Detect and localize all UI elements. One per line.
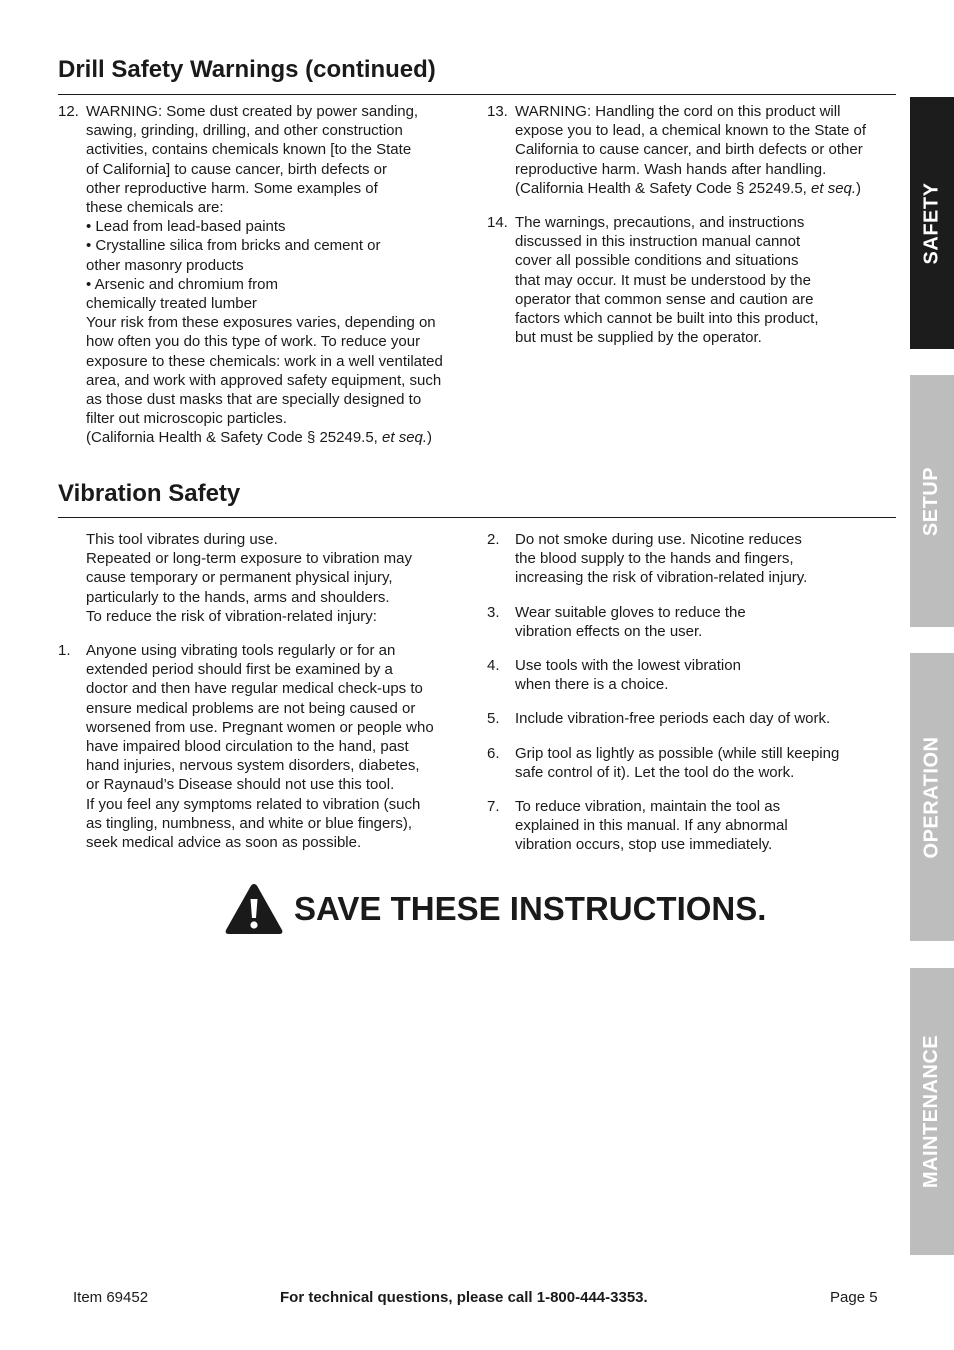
item-line: worsened from use. Pregnant women or people who [86, 718, 434, 736]
item-line: the blood supply to the hands and fingers, [515, 550, 794, 568]
tab-label: MAINTENANCE [920, 1034, 943, 1189]
item-line: California to cause cancer, and birth defects or other [515, 141, 863, 159]
item-line: how often you do this type of work. To reduce your [86, 333, 421, 351]
item-spacer [487, 641, 897, 656]
item-line: Do not smoke during use. Nicotine reduces [515, 531, 802, 548]
citation-emphasis: et seq. [382, 429, 428, 447]
item-line: other reproductive harm. Some examples of [86, 179, 378, 197]
drill-safety-left-column [58, 102, 474, 448]
item-line: Wear suitable gloves to reduce the [515, 603, 746, 621]
item-line: • Crystalline silica from bricks and cement or [86, 237, 381, 255]
intro-line: particularly to the hands, arms and shoulders. [86, 588, 390, 606]
item-line: Your risk from these exposures varies, depending on [86, 314, 436, 332]
footer-support-line: For technical questions, please call 1-800-444-3353. [280, 1289, 648, 1306]
item-number: 4. [487, 657, 500, 675]
item-line: safe control of it). Let the tool do the work. [515, 763, 795, 781]
citation-text: (California Health & Safety Code § 25249.5, [515, 179, 812, 197]
citation-text: (California Health & Safety Code § 25249.5, [86, 429, 383, 447]
item-spacer [487, 198, 901, 213]
item-line: To reduce vibration, maintain the tool as [515, 798, 781, 816]
item-line: doctor and then have regular medical check-ups to [86, 680, 423, 698]
item-line: increasing the risk of vibration-related injury. [515, 569, 808, 587]
vibration-intro [58, 530, 474, 626]
intro-line: To reduce the risk of vibration-related injury: [86, 607, 377, 625]
item-line: vibration occurs, stop use immediately. [515, 836, 773, 854]
tab-operation[interactable] [910, 653, 954, 941]
item-line: these chemicals are: [86, 199, 224, 217]
item-line: hand injuries, nervous system disorders, diabetes, [86, 757, 420, 775]
list-item [487, 603, 897, 641]
citation-close: ) [856, 179, 862, 197]
item-line: as tingling, numbness, and white or blue fingers), [86, 814, 413, 832]
list-item [487, 656, 897, 694]
citation-emphasis: et seq. [811, 179, 857, 197]
list-item [487, 530, 897, 588]
item-spacer [58, 626, 474, 641]
footer-page-number: Page 5 [830, 1289, 878, 1306]
vibration-left-column [58, 530, 474, 852]
item-line: of California] to cause cancer, birth defects or [86, 160, 387, 178]
item-line: vibration effects on the user. [515, 622, 703, 640]
item-line: If you feel any symptoms related to vibration (such [86, 795, 421, 813]
item-line: • Lead from lead-based paints [86, 218, 286, 236]
item-line: Grip tool as lightly as possible (while still keeping [515, 744, 840, 762]
item-number: 7. [487, 798, 500, 816]
tab-maintenance[interactable] [910, 968, 954, 1255]
save-instructions-title: SAVE THESE INSTRUCTIONS. [294, 890, 767, 927]
item-line: as those dust masks that are specially designed to [86, 391, 422, 409]
item-spacer [487, 782, 897, 797]
item-number: 2. [487, 531, 500, 548]
intro-line: This tool vibrates during use. [86, 531, 278, 548]
item-line: WARNING: Handling the cord on this product will [515, 103, 841, 120]
item-line: that may occur. It must be understood by the [515, 271, 811, 289]
item-line: filter out microscopic particles. [86, 410, 287, 428]
item-line: operator that common sense and caution are [515, 290, 814, 308]
list-item [58, 102, 474, 448]
item-number: 13. [487, 103, 508, 120]
intro-line: cause temporary or permanent physical injury, [86, 569, 393, 587]
vibration-right-column [487, 530, 897, 855]
item-line: WARNING: Some dust created by power sanding, [86, 103, 419, 120]
list-item [487, 744, 897, 782]
item-spacer [487, 729, 897, 744]
item-spacer [487, 694, 897, 709]
item-line: have impaired blood circulation to the hand, past [86, 738, 409, 756]
footer-item-number: Item 69452 [73, 1289, 149, 1306]
item-line: area, and work with approved safety equipment, such [86, 371, 442, 389]
tab-safety[interactable] [910, 97, 954, 349]
drill-safety-right-column [487, 102, 901, 347]
section-title-drill-safety: Drill Safety Warnings (continued) [58, 56, 436, 83]
item-line: exposure to these chemicals: work in a well ventilated [86, 352, 443, 370]
item-number: 12. [58, 103, 79, 120]
tab-label: OPERATION [920, 736, 943, 858]
section-rule [58, 517, 896, 518]
item-line: Anyone using vibrating tools regularly or for an [86, 642, 396, 660]
tab-label: SETUP [920, 466, 943, 536]
intro-line: Repeated or long-term exposure to vibration may [86, 550, 413, 568]
item-number: 5. [487, 710, 500, 728]
item-line: reproductive harm. Wash hands after handling. [515, 160, 827, 178]
citation-line [86, 428, 474, 447]
item-line: ensure medical problems are not being caused or [86, 699, 416, 717]
item-line: activities, contains chemicals known [to the State [86, 141, 412, 159]
citation-close: ) [427, 429, 433, 447]
item-line: or Raynaud’s Disease should not use this tool. [86, 776, 395, 794]
item-number: 14. [487, 214, 508, 232]
item-line: The warnings, precautions, and instructions [515, 214, 805, 232]
item-line: but must be supplied by the operator. [515, 329, 762, 347]
list-item [487, 709, 897, 728]
item-number: 6. [487, 744, 500, 762]
tab-setup[interactable] [910, 375, 954, 627]
item-number: 1. [58, 642, 71, 660]
item-line: explained in this manual. If any abnormal [515, 817, 788, 835]
section-title-vibration-safety: Vibration Safety [58, 480, 241, 507]
item-line: Use tools with the lowest vibration [515, 657, 741, 675]
item-number: 3. [487, 603, 500, 621]
item-line: expose you to lead, a chemical known to the State of [515, 122, 867, 140]
item-line: cover all possible conditions and situations [515, 252, 799, 270]
citation-line [515, 179, 901, 198]
item-line: Include vibration-free periods each day of work. [515, 710, 831, 728]
section-rule [58, 94, 896, 95]
item-line: other masonry products [86, 256, 244, 274]
item-line: factors which cannot be built into this product, [515, 310, 819, 328]
list-item [58, 641, 474, 852]
save-instructions-banner [224, 882, 766, 936]
item-line: discussed in this instruction manual cannot [515, 233, 801, 251]
list-item [487, 102, 901, 198]
list-item [487, 213, 901, 347]
item-line: chemically treated lumber [86, 295, 257, 313]
item-line: sawing, grinding, drilling, and other construction [86, 122, 403, 140]
tab-label: SAFETY [920, 182, 943, 264]
item-line: extended period should first be examined by a [86, 661, 393, 679]
item-line: • Arsenic and chromium from [86, 275, 278, 293]
item-spacer [487, 588, 897, 603]
list-item [487, 797, 897, 855]
item-line: when there is a choice. [515, 676, 669, 694]
item-line: seek medical advice as soon as possible. [86, 834, 362, 852]
warning-triangle-icon [224, 882, 284, 936]
